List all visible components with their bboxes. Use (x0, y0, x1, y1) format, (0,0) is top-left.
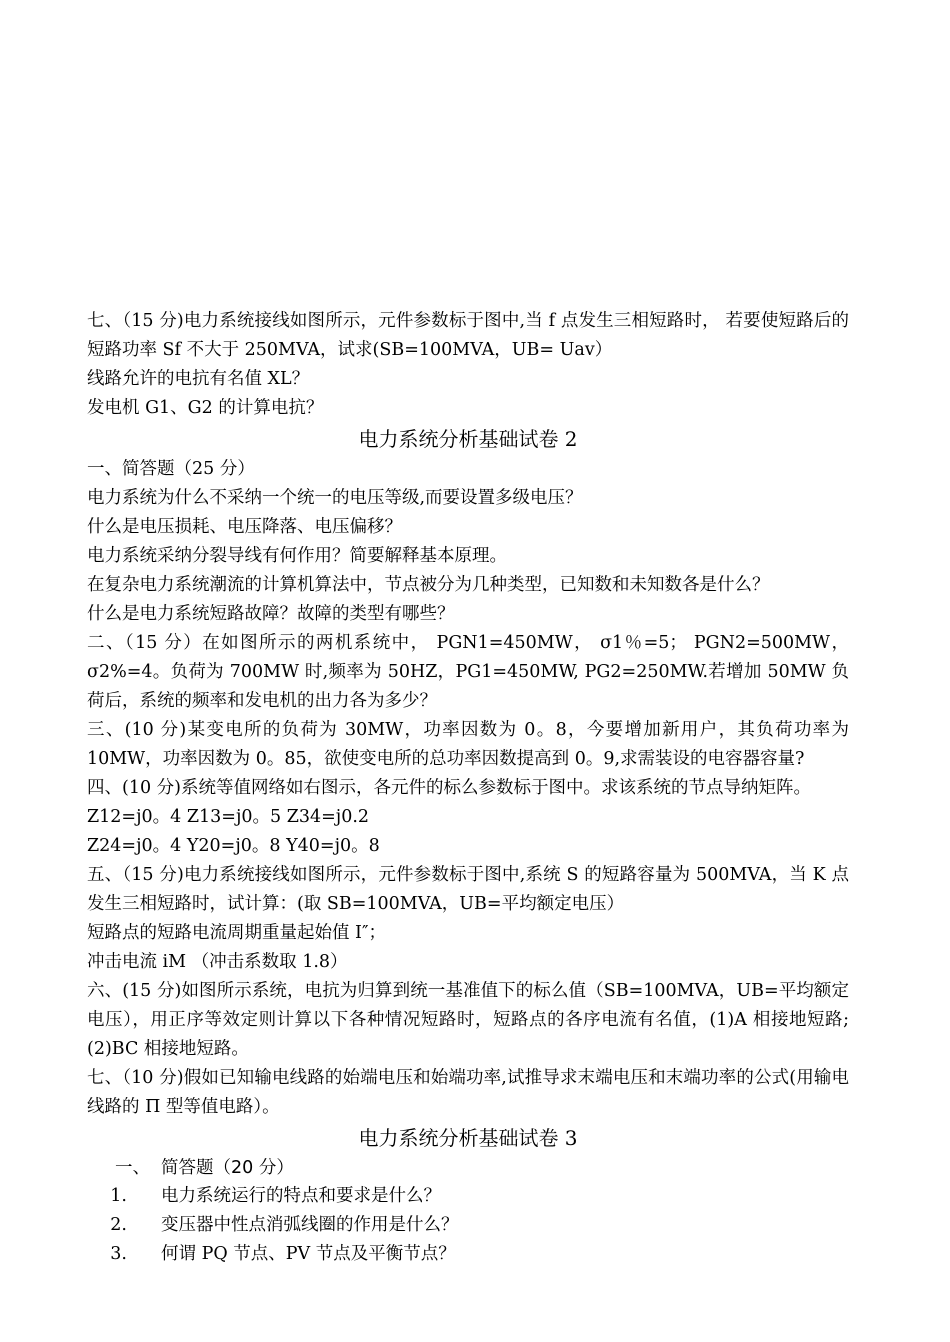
exam3-item-number: 1. (110, 1186, 127, 1206)
exam1-q7-text: 七、（15 分)电力系统接线如图所示，元件参数标于图中,当 f 点发生三相短路时， 若要使短路后的短路功率 Sf 不大于 250MVA，试求(SB=100MVA，UB= Uav） (87, 311, 849, 360)
exam2-q5-sub1: 短路点的短路电流周期重量起始值 I″； (87, 923, 387, 943)
document-body (87, 307, 849, 1269)
exam2-s1-item: 什么是电压损耗、电压降落、电压偏移？ (87, 517, 402, 537)
exam2-q2: 二、（15 分）在如图所示的两机系统中， PGN1=450MW， σ1％=5； PGN2=500MW，σ2%=4。负荷为 700MW 时,频率为 50HZ，PG1=450MW, PG2=250MW.若增加 50MW 负荷后，系统的频率和发电机的出力各为多少？ (87, 633, 849, 711)
exam1-q7-sub2: 发电机 G1、G2 的计算电抗？ (87, 398, 324, 418)
exam2-q4: 四、(10 分)系统等值网络如右图示，各元件的标么参数标于图中。求该系统的节点导纳矩阵。 (87, 778, 811, 798)
exam3-list-item (87, 1240, 849, 1269)
exam3-item-number: 3. (110, 1244, 127, 1264)
exam3-title: 电力系统分析基础试卷 3 (358, 1126, 578, 1150)
exam3-section1-label: 简答题（20 分） (161, 1158, 294, 1178)
exam2-title: 电力系统分析基础试卷 2 (358, 427, 578, 451)
exam2-q4-params-2: Z24=j0。4 Y20=j0。8 Y40=j0。8 (87, 836, 380, 856)
exam2-section1-heading: 一、简答题（25 分） (87, 459, 255, 479)
exam2-q5: 五、（15 分)电力系统接线如图所示，元件参数标于图中,系统 S 的短路容量为 500MVA，当 K 点发生三相短路时，试计算：(取 SB=100MVA，UB=平均额定电压） (87, 865, 849, 914)
exam3-section1-number: 一、 (115, 1158, 150, 1178)
exam2-q3: 三、(10 分)某变电所的负荷为 30MW，功率因数为 0。8，今要增加新用户，其负荷功率为 10MW，功率因数为 0。85，欲使变电所的总功率因数提高到 0。9,求需装设的电容器容量? (87, 720, 849, 769)
exam2-q6: 六、(15 分)如图所示系统，电抗为归算到统一基准值下的标么值（SB=100MVA，UB=平均额定电压），用正序等效定则计算以下各种情况短路时，短路点的各序电流有名值，(1)A 相接地短路; (2)BC 相接地短路。 (87, 981, 849, 1059)
exam3-list-item (87, 1211, 849, 1240)
exam3-section1-heading (87, 1154, 849, 1182)
exam2-q5-sub2: 冲击电流 iM （冲击系数取 1.8） (87, 952, 348, 972)
exam2-s1-item: 什么是电力系统短路故障？故障的类型有哪些？ (87, 604, 455, 624)
exam3-list-item (87, 1182, 849, 1211)
exam2-s1-item: 电力系统为什么不采纳一个统一的电压等级,而要设置多级电压？ (87, 488, 583, 508)
exam1-q7-sub1: 线路允许的电抗有名值 XL？ (87, 369, 310, 389)
exam3-item-text: 变压器中性点消弧线圈的作用是什么？ (161, 1215, 459, 1235)
exam2-s1-item: 电力系统采纳分裂导线有何作用？简要解释基本原理。 (87, 546, 507, 566)
exam2-s1-item: 在复杂电力系统潮流的计算机算法中，节点被分为几种类型，已知数和未知数各是什么？ (87, 575, 770, 595)
exam3-item-number: 2. (110, 1215, 127, 1235)
exam2-q7: 七、（10 分)假如已知输电线路的始端电压和始端功率,试推导求末端电压和末端功率的公式(用输电线路的 Π 型等值电路）。 (87, 1068, 849, 1117)
exam2-q4-params-1: Z12=j0。4 Z13=j0。5 Z34=j0.2 (87, 807, 370, 827)
exam3-item-text: 电力系统运行的特点和要求是什么？ (161, 1186, 441, 1206)
exam3-item-text: 何谓 PQ 节点、PV 节点及平衡节点？ (161, 1244, 456, 1264)
